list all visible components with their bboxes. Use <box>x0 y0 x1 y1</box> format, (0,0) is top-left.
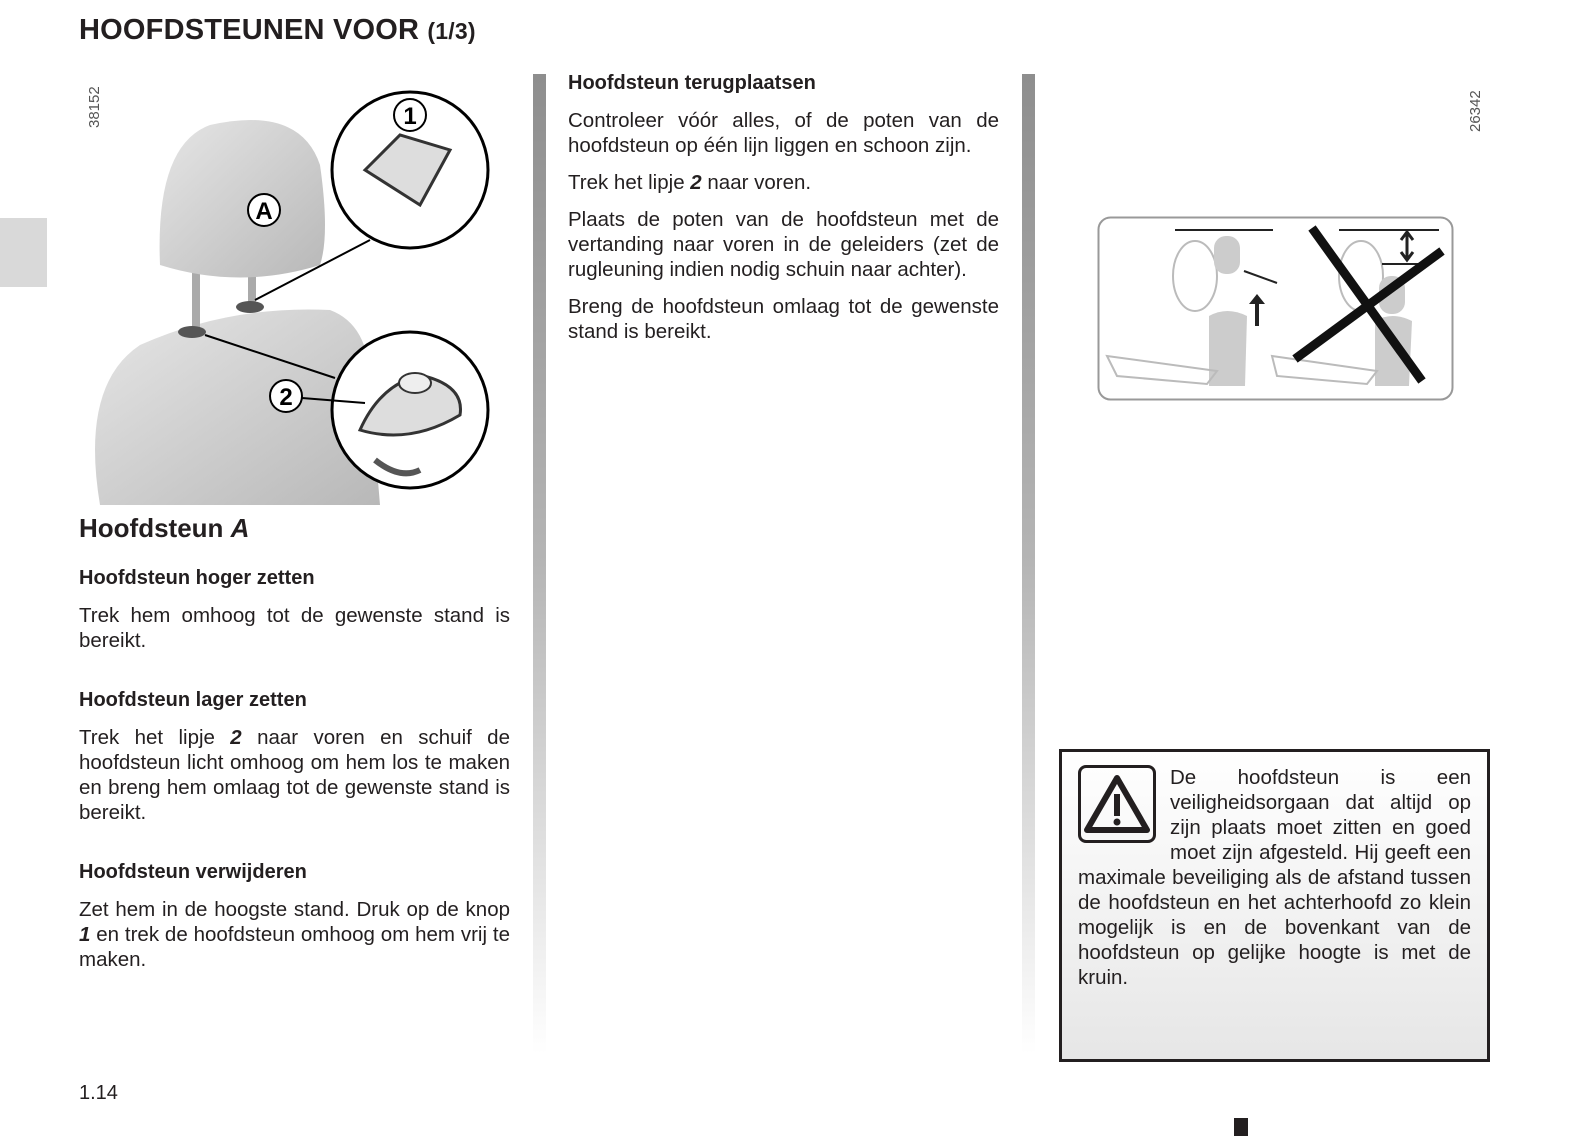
figure-code: 38152 <box>86 86 103 128</box>
subheading: Hoofdsteun hoger zetten <box>79 567 315 589</box>
paragraph: Zet hem in de hoogste stand. Druk op de knop 1 en trek de hoofdsteun omhoog om hem vrij te maken. <box>79 898 510 971</box>
paragraph: Plaats de poten van de hoofdsteun met de vertanding naar voren in de geleiders (zet de rugleuning indien nodig schuin naar achter). <box>568 208 999 281</box>
subheading: Hoofdsteun lager zetten <box>79 689 307 711</box>
warning-text: De hoofdsteun is een veiligheidsorgaan dat altijd op zijn plaats moet zitten en goed moet zijn afgesteld. Hij geeft een maximale beveiliging als de afstand tussen de hoofdsteun en het achterhoofd zo klein mogelijk is en de bovenkant van de hoofdsteun op gelijke hoogte is met de kruin. <box>1078 766 1471 989</box>
figure-code: 26342 <box>1467 90 1484 132</box>
label-1: 1 <box>403 103 417 130</box>
section-heading: Hoofdsteun A <box>79 513 250 543</box>
column-divider <box>1022 74 1035 1054</box>
paragraph: Trek het lipje 2 naar voren. <box>568 171 812 194</box>
page-title: HOOFDSTEUNEN VOOR (1/3) <box>79 14 476 46</box>
label-a: A <box>255 198 273 225</box>
headrest-illustration <box>80 85 520 507</box>
paragraph: Trek het lipje 2 naar voren en schuif de hoofdsteun licht omhoog om hem los te maken en breng hem omlaag tot de gewenste stand is bereikt. <box>79 726 510 824</box>
warning-triangle-icon <box>1078 765 1156 843</box>
label-2: 2 <box>279 384 293 411</box>
subheading: Hoofdsteun terugplaatsen <box>568 72 816 94</box>
paragraph: Controleer vóór alles, of de poten van de hoofdsteun op één lijn liggen en schoon zijn. <box>568 109 999 157</box>
page-number: 1.14 <box>79 1082 118 1104</box>
paragraph: Trek hem omhoog tot de gewenste stand is bereikt. <box>79 604 510 652</box>
subheading: Hoofdsteun verwijderen <box>79 861 307 883</box>
end-marker <box>1234 1118 1248 1136</box>
paragraph: Breng de hoofdsteun omlaag tot de gewenste stand is bereikt. <box>568 295 999 343</box>
headrest-position-diagram <box>1097 216 1454 402</box>
warning-box <box>1059 749 1490 1062</box>
section-tab <box>0 218 47 287</box>
column-divider <box>533 74 546 1054</box>
